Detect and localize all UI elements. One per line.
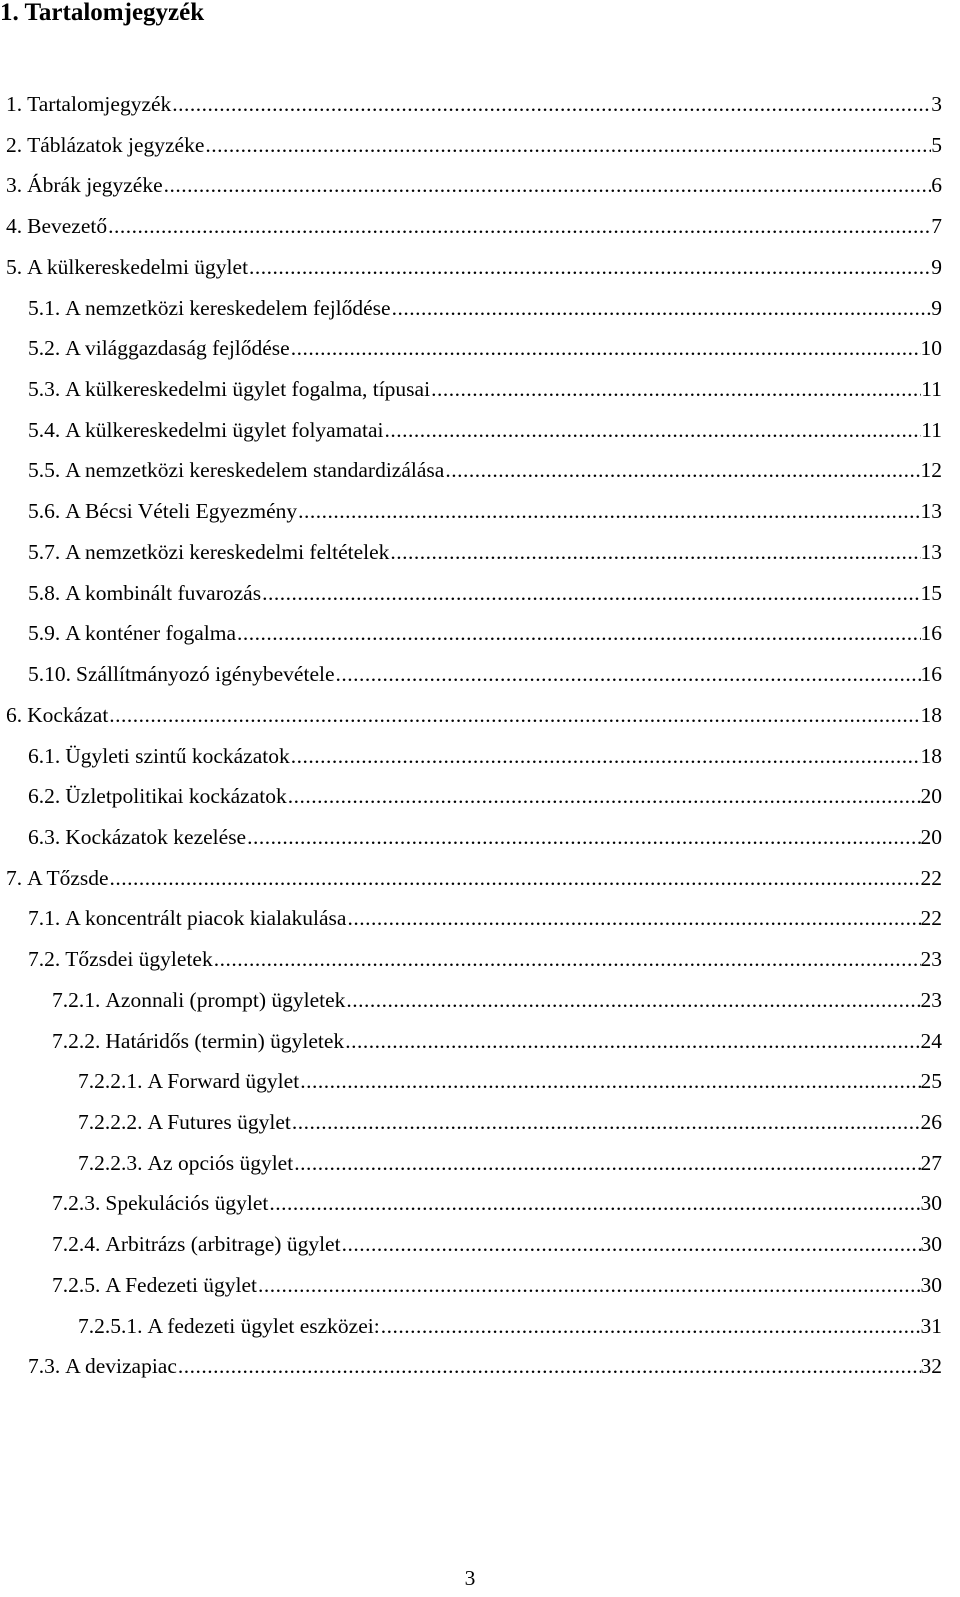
toc-entry[interactable]: [0, 858, 942, 899]
entry-page-number: 22: [920, 906, 942, 931]
toc-entry[interactable]: [0, 491, 942, 532]
entry-title: A kombinált fuvarozás: [65, 580, 262, 605]
toc-entry[interactable]: [0, 410, 942, 451]
entry-page-number: 11: [921, 377, 942, 402]
toc-heading: 1. Tartalomjegyzék: [0, 0, 205, 26]
toc-entry[interactable]: [0, 84, 942, 125]
page-number: 3: [464, 1566, 476, 1590]
entry-title: A nemzetközi kereskedelmi feltételek: [65, 539, 390, 564]
toc-entry[interactable]: [0, 1224, 942, 1265]
toc-entry[interactable]: [0, 328, 942, 369]
entry-number: 5.3.: [28, 377, 61, 402]
entry-title: Spekulációs ügylet: [105, 1191, 269, 1216]
entry-title: A nemzetközi kereskedelem standardizálása: [65, 458, 445, 483]
entry-title: Ábrák jegyzéke: [27, 173, 163, 198]
entry-number: 7.2.2.1.: [78, 1069, 143, 1094]
toc-entry[interactable]: [0, 898, 942, 939]
entry-number: 7.2.5.1.: [78, 1313, 143, 1338]
entry-page-number: 30: [920, 1232, 942, 1257]
dot-leader: [171, 84, 931, 124]
dot-leader: [345, 980, 920, 1020]
dot-leader: [248, 247, 931, 287]
entry-number: 7.2.5.: [52, 1272, 101, 1297]
entry-title: Tartalomjegyzék: [27, 92, 172, 116]
entry-title: A külkereskedelmi ügylet fogalma, típusai: [65, 377, 431, 402]
dot-leader: [380, 1306, 921, 1346]
toc-entry[interactable]: [0, 573, 942, 614]
dot-leader: [287, 776, 921, 816]
dot-leader: [177, 1346, 921, 1386]
entry-page-number: 7: [931, 214, 942, 239]
dot-leader: [344, 1021, 920, 1061]
entry-title: Az opciós ügylet: [147, 1150, 294, 1175]
toc-entry[interactable]: [0, 1183, 942, 1224]
toc-entry[interactable]: [0, 1061, 942, 1102]
toc-entry[interactable]: [0, 613, 942, 654]
entry-page-number: 26: [920, 1109, 942, 1134]
dot-leader: [268, 1183, 920, 1223]
entry-title: A Fedezeti ügylet: [105, 1272, 258, 1297]
entry-page-number: 30: [920, 1191, 942, 1216]
toc-entry[interactable]: [0, 450, 942, 491]
entry-number: 7.2.2.2.: [78, 1109, 143, 1134]
entry-number: 3.: [6, 173, 23, 198]
entry-page-number: 31: [920, 1313, 942, 1338]
dot-leader: [246, 817, 920, 857]
dot-leader: [297, 491, 920, 531]
dot-leader: [236, 613, 920, 653]
dot-leader: [389, 532, 920, 572]
dot-leader: [444, 450, 920, 490]
toc-entry[interactable]: [0, 776, 942, 817]
entry-title: A Futures ügylet: [147, 1109, 291, 1134]
dot-leader: [391, 288, 932, 328]
entry-page-number: 16: [920, 662, 942, 687]
entry-number: 7.1.: [28, 906, 61, 931]
entry-title: Üzletpolitikai kockázatok: [65, 784, 287, 809]
entry-page-number: 18: [920, 702, 942, 727]
dot-leader: [204, 125, 931, 165]
entry-number: 6.2.: [28, 784, 61, 809]
entry-number: 6.: [6, 702, 23, 727]
toc-entry[interactable]: [0, 369, 942, 410]
toc-entry[interactable]: [0, 288, 942, 329]
dot-leader: [213, 939, 921, 979]
entry-title: A Bécsi Vételi Egyezmény: [65, 499, 298, 524]
dot-leader: [261, 573, 920, 613]
entry-page-number: 25: [920, 1069, 942, 1094]
entry-title: Tőzsdei ügyletek: [65, 947, 213, 972]
entry-page-number: 12: [920, 458, 942, 483]
entry-title: A világgazdaság fejlődése: [65, 336, 290, 361]
entry-title: A Forward ügylet: [147, 1069, 300, 1094]
entry-number: 2.: [6, 132, 23, 157]
dot-leader: [290, 328, 921, 368]
toc-entry[interactable]: [0, 1021, 942, 1062]
entry-number: 4.: [6, 214, 23, 239]
entry-number: 5.4.: [28, 417, 61, 442]
entry-number: 6.1.: [28, 743, 61, 768]
entry-number: 6.3.: [28, 824, 61, 849]
entry-number: 7.2.2.3.: [78, 1150, 143, 1175]
dot-leader: [163, 165, 932, 205]
toc-entry[interactable]: [0, 165, 942, 206]
entry-number: 7.2.2.: [52, 1028, 101, 1053]
entry-page-number: 16: [920, 621, 942, 646]
toc-list: [0, 84, 942, 1387]
toc-entry[interactable]: [0, 206, 942, 247]
toc-entry[interactable]: [0, 980, 942, 1021]
toc-entry[interactable]: [0, 125, 942, 166]
entry-page-number: 23: [920, 947, 942, 972]
entry-page-number: 30: [920, 1272, 942, 1297]
toc-entry[interactable]: [0, 654, 942, 695]
entry-number: 1.: [6, 92, 23, 116]
toc-entry[interactable]: [0, 736, 942, 777]
entry-number: 5.7.: [28, 539, 61, 564]
dot-leader: [299, 1061, 920, 1101]
entry-number: 5.2.: [28, 336, 61, 361]
entry-title: Szállítmányozó igénybevétele: [76, 662, 335, 687]
entry-page-number: 20: [920, 824, 942, 849]
entry-title: Bevezető: [27, 214, 108, 239]
entry-title: Kockázat: [27, 702, 109, 727]
entry-number: 5.5.: [28, 458, 61, 483]
entry-page-number: 6: [931, 173, 942, 198]
toc-entry[interactable]: [0, 247, 942, 288]
entry-page-number: 13: [920, 539, 942, 564]
dot-leader: [346, 898, 920, 938]
entry-page-number: 20: [920, 784, 942, 809]
toc-entry[interactable]: [0, 817, 942, 858]
toc-entry[interactable]: [0, 1306, 942, 1347]
entry-number: 7.2.1.: [52, 987, 101, 1012]
toc-entry[interactable]: [0, 939, 942, 980]
entry-number: 7.3.: [28, 1354, 61, 1379]
entry-title: A külkereskedelmi ügylet: [27, 254, 249, 279]
entry-page-number: 9: [931, 254, 942, 279]
entry-number: 5.10.: [28, 662, 71, 687]
entry-number: 7.2.3.: [52, 1191, 101, 1216]
dot-leader: [335, 654, 921, 694]
entry-number: 7.2.4.: [52, 1232, 101, 1257]
entry-page-number: 5: [931, 132, 942, 157]
entry-number: 5.: [6, 254, 23, 279]
toc-entry[interactable]: [0, 532, 942, 573]
dot-leader: [290, 736, 921, 776]
entry-page-number: 22: [920, 865, 942, 890]
dot-leader: [341, 1224, 921, 1264]
toc-entry[interactable]: [0, 1265, 942, 1306]
entry-page-number: 23: [920, 987, 942, 1012]
dot-leader: [430, 369, 921, 409]
entry-title: A devizapiac: [65, 1354, 177, 1379]
toc-entry[interactable]: [0, 1346, 942, 1387]
entry-page-number: 11: [921, 417, 942, 442]
entry-number: 5.6.: [28, 499, 61, 524]
dot-leader: [108, 695, 920, 735]
dot-leader: [293, 1143, 920, 1183]
entry-number: 5.1.: [28, 295, 61, 320]
entry-number: 5.8.: [28, 580, 61, 605]
dot-leader: [107, 206, 931, 246]
entry-title: Határidős (termin) ügyletek: [105, 1028, 345, 1053]
dot-leader: [291, 1102, 921, 1142]
entry-page-number: 24: [920, 1028, 942, 1053]
dot-leader: [257, 1265, 920, 1305]
entry-title: A koncentrált piacok kialakulása: [65, 906, 347, 931]
entry-title: A Tőzsde: [27, 865, 109, 890]
toc-entry[interactable]: [0, 695, 942, 736]
entry-number: 5.9.: [28, 621, 61, 646]
entry-page-number: 10: [920, 336, 942, 361]
entry-page-number: 18: [920, 743, 942, 768]
entry-title: Azonnali (prompt) ügyletek: [105, 987, 346, 1012]
entry-title: A fedezeti ügylet eszközei:: [147, 1313, 380, 1338]
dot-leader: [109, 858, 921, 898]
entry-page-number: 27: [920, 1150, 942, 1175]
entry-title: Kockázatok kezelése: [65, 824, 247, 849]
entry-title: A konténer fogalma: [65, 621, 237, 646]
entry-page-number: 3: [931, 92, 942, 116]
entry-title: Táblázatok jegyzéke: [27, 132, 205, 157]
entry-title: A külkereskedelmi ügylet folyamatai: [65, 417, 384, 442]
entry-title: Arbitrázs (arbitrage) ügylet: [105, 1232, 341, 1257]
toc-entry[interactable]: [0, 1143, 942, 1184]
entry-number: 7.2.: [28, 947, 61, 972]
entry-page-number: 13: [920, 499, 942, 524]
entry-page-number: 9: [931, 295, 942, 320]
toc-entry[interactable]: [0, 1102, 942, 1143]
entry-title: Ügyleti szintű kockázatok: [65, 743, 290, 768]
entry-title: A nemzetközi kereskedelem fejlődése: [65, 295, 391, 320]
entry-number: 7.: [6, 865, 23, 890]
dot-leader: [383, 410, 921, 450]
entry-page-number: 32: [920, 1354, 942, 1379]
entry-page-number: 15: [920, 580, 942, 605]
